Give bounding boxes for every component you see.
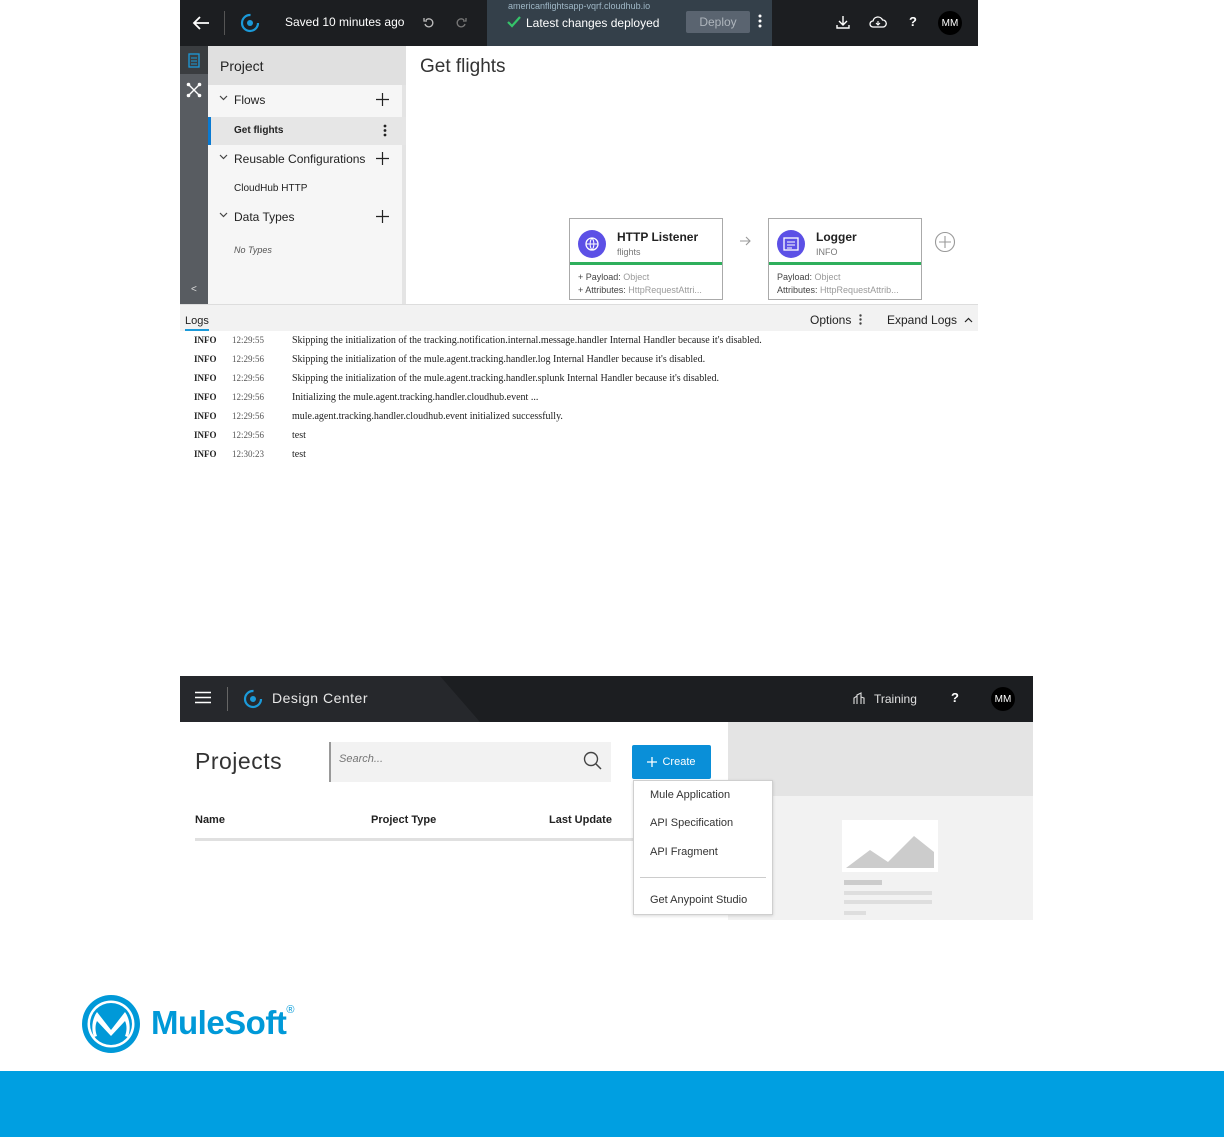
meta-key: Attributes: xyxy=(777,285,818,295)
avatar[interactable]: MM xyxy=(938,11,962,35)
deploy-panel xyxy=(487,0,772,46)
card-subtitle: INFO xyxy=(816,247,838,257)
table-header-divider xyxy=(195,838,635,841)
brand-wordmark xyxy=(151,1004,294,1042)
project-panel xyxy=(208,46,406,304)
log-time: 12:30:23 xyxy=(232,449,265,459)
tree-item-label: Get flights xyxy=(234,125,284,136)
menu-divider xyxy=(640,877,766,878)
column-header-project-type[interactable]: Project Type xyxy=(371,814,437,826)
search-icon[interactable] xyxy=(583,751,602,770)
app-title: Design Center xyxy=(272,690,368,706)
meta-value: HttpRequestAttrib... xyxy=(820,285,899,295)
deploy-url[interactable]: americanflightsapp-vqrf.cloudhub.io xyxy=(508,1,651,11)
logs-options-button[interactable] xyxy=(810,313,862,327)
menu-item-api-specification[interactable]: API Specification xyxy=(650,817,734,829)
search-box xyxy=(329,742,611,782)
meta-value: Object xyxy=(623,272,650,282)
cloud-icon[interactable] xyxy=(868,13,888,31)
more-vertical-icon[interactable] xyxy=(383,124,387,137)
log-time: 12:29:56 xyxy=(232,373,265,383)
back-arrow-icon[interactable] xyxy=(190,12,212,34)
icon-rail xyxy=(180,46,208,304)
log-message: test xyxy=(292,430,306,441)
log-level: INFO xyxy=(194,411,217,421)
meta-key: + Attributes: xyxy=(578,285,626,295)
chevron-up-icon xyxy=(964,317,973,323)
design-center-logo-icon xyxy=(238,11,262,35)
tree-section-label: Data Types xyxy=(234,210,295,224)
training-icon[interactable] xyxy=(853,692,865,705)
card-payload xyxy=(578,272,649,282)
tree-section-label: Reusable Configurations xyxy=(234,152,366,166)
log-message: Skipping the initialization of the tracking.notification.internal.message.handler Internal Handler because it's disabled. xyxy=(292,335,762,346)
log-message: mule.agent.tracking.handler.cloudhub.event initialized successfully. xyxy=(292,411,563,422)
log-time: 12:29:56 xyxy=(232,411,265,421)
card-title: Logger xyxy=(816,230,857,244)
training-link[interactable]: Training xyxy=(874,692,917,706)
logs-tab[interactable]: Logs xyxy=(185,315,209,331)
component-card-http-listener[interactable] xyxy=(569,218,723,300)
flow-title: Get flights xyxy=(420,56,506,77)
flow-designer-screenshot xyxy=(180,0,978,470)
trademark-symbol: ® xyxy=(286,1004,294,1016)
plus-icon xyxy=(647,757,657,767)
mulesoft-logo-icon xyxy=(80,993,142,1055)
log-level: INFO xyxy=(194,392,217,402)
flow-network-icon[interactable] xyxy=(186,82,202,98)
create-dropdown-menu xyxy=(633,780,773,915)
empty-state-label: No Types xyxy=(234,245,272,255)
log-level: INFO xyxy=(194,373,217,383)
card-header xyxy=(570,219,722,265)
design-center-logo-icon xyxy=(242,688,264,710)
log-message: Skipping the initialization of the mule.agent.tracking.handler.splunk Internal Handler because it's disabled. xyxy=(292,373,719,384)
tree-item-no-types xyxy=(208,237,406,265)
options-label: Options xyxy=(810,313,852,327)
add-flow-icon[interactable] xyxy=(376,93,389,106)
design-center-topbar xyxy=(180,676,1033,722)
tree-item-label: CloudHub HTTP xyxy=(234,183,308,194)
meta-value: HttpRequestAttri... xyxy=(628,285,702,295)
mulesoft-logo xyxy=(80,993,294,1055)
tree-section-flows[interactable] xyxy=(208,86,406,114)
page-title: Projects xyxy=(195,748,283,774)
meta-value: Object xyxy=(814,272,841,282)
column-header-last-update[interactable]: Last Update xyxy=(549,814,612,826)
http-globe-icon xyxy=(578,230,606,258)
logger-icon xyxy=(777,230,805,258)
deploy-button[interactable]: Deploy xyxy=(686,11,750,33)
create-button[interactable] xyxy=(632,745,711,779)
log-time: 12:29:55 xyxy=(232,335,265,345)
log-time: 12:29:56 xyxy=(232,354,265,364)
card-subtitle: flights xyxy=(617,247,641,257)
log-level: INFO xyxy=(194,335,217,345)
log-message: test xyxy=(292,449,306,460)
project-preview-panel xyxy=(728,722,1033,920)
log-message: Initializing the mule.agent.tracking.handler.cloudhub.event ... xyxy=(292,392,539,403)
design-center-screenshot xyxy=(180,676,1033,920)
logs-toolbar xyxy=(180,304,978,331)
topbar-divider xyxy=(224,11,225,35)
chevron-down-icon[interactable] xyxy=(219,95,228,101)
preview-header-band xyxy=(728,722,1033,796)
arrow-right-icon xyxy=(740,236,752,246)
project-panel-header xyxy=(208,46,406,85)
add-component-icon[interactable] xyxy=(934,231,956,253)
card-attributes xyxy=(578,285,702,295)
brand-name: MuleSoft xyxy=(151,1004,287,1041)
collapse-panel-button[interactable]: < xyxy=(191,284,197,295)
search-input[interactable] xyxy=(339,753,569,765)
add-configuration-icon[interactable] xyxy=(376,152,389,165)
placeholder-chart-image xyxy=(842,820,938,920)
undo-icon[interactable] xyxy=(420,14,438,32)
menu-item-mule-application[interactable]: Mule Application xyxy=(650,789,731,801)
log-time: 12:29:56 xyxy=(232,392,265,402)
saved-status: Saved 10 minutes ago xyxy=(285,15,405,29)
help-icon[interactable]: ? xyxy=(909,14,917,29)
card-header xyxy=(769,219,921,265)
deploy-status: Latest changes deployed xyxy=(526,16,660,30)
flow-canvas xyxy=(410,46,978,304)
redo-icon[interactable] xyxy=(452,14,470,32)
check-icon xyxy=(507,16,521,28)
card-payload xyxy=(777,272,841,282)
help-icon[interactable]: ? xyxy=(951,690,959,705)
expand-logs-button[interactable] xyxy=(887,313,973,327)
project-title: Project xyxy=(220,58,264,74)
log-time: 12:29:56 xyxy=(232,430,265,440)
log-level: INFO xyxy=(194,430,217,440)
log-level: INFO xyxy=(194,449,217,459)
topbar-divider xyxy=(227,687,228,711)
tree-section-data-types[interactable] xyxy=(208,203,406,231)
log-message: Skipping the initialization of the mule.agent.tracking.handler.log Internal Handler because it's disabled. xyxy=(292,354,706,365)
menu-item-api-fragment[interactable]: API Fragment xyxy=(650,846,718,858)
document-icon xyxy=(188,53,200,68)
card-title: HTTP Listener xyxy=(617,230,699,244)
meta-key: + Payload: xyxy=(578,272,621,282)
tree-item-cloudhub-http[interactable] xyxy=(208,175,406,203)
meta-key: Payload: xyxy=(777,272,813,282)
tree-item-get-flights[interactable] xyxy=(208,117,406,145)
logs-output[interactable] xyxy=(180,332,978,470)
add-data-type-icon[interactable] xyxy=(376,210,389,223)
card-attributes xyxy=(777,285,899,295)
tree-section-reusable-configurations[interactable] xyxy=(208,145,406,173)
hamburger-menu-icon[interactable] xyxy=(195,691,211,704)
download-icon[interactable] xyxy=(834,13,852,31)
log-level: INFO xyxy=(194,354,217,364)
footer-band xyxy=(0,1071,1224,1137)
component-card-logger[interactable] xyxy=(768,218,922,300)
more-vertical-icon[interactable] xyxy=(758,14,762,28)
rail-project-tab[interactable] xyxy=(180,46,208,74)
more-vertical-icon xyxy=(859,314,862,325)
column-header-name[interactable]: Name xyxy=(195,814,225,826)
avatar[interactable]: MM xyxy=(991,687,1015,711)
chevron-down-icon[interactable] xyxy=(219,212,228,218)
menu-item-get-anypoint-studio[interactable]: Get Anypoint Studio xyxy=(650,894,748,906)
flow-designer-topbar xyxy=(180,0,978,46)
chevron-down-icon[interactable] xyxy=(219,154,228,160)
create-label: Create xyxy=(662,756,696,768)
tree-section-label: Flows xyxy=(234,93,266,107)
expand-logs-label: Expand Logs xyxy=(887,313,958,327)
